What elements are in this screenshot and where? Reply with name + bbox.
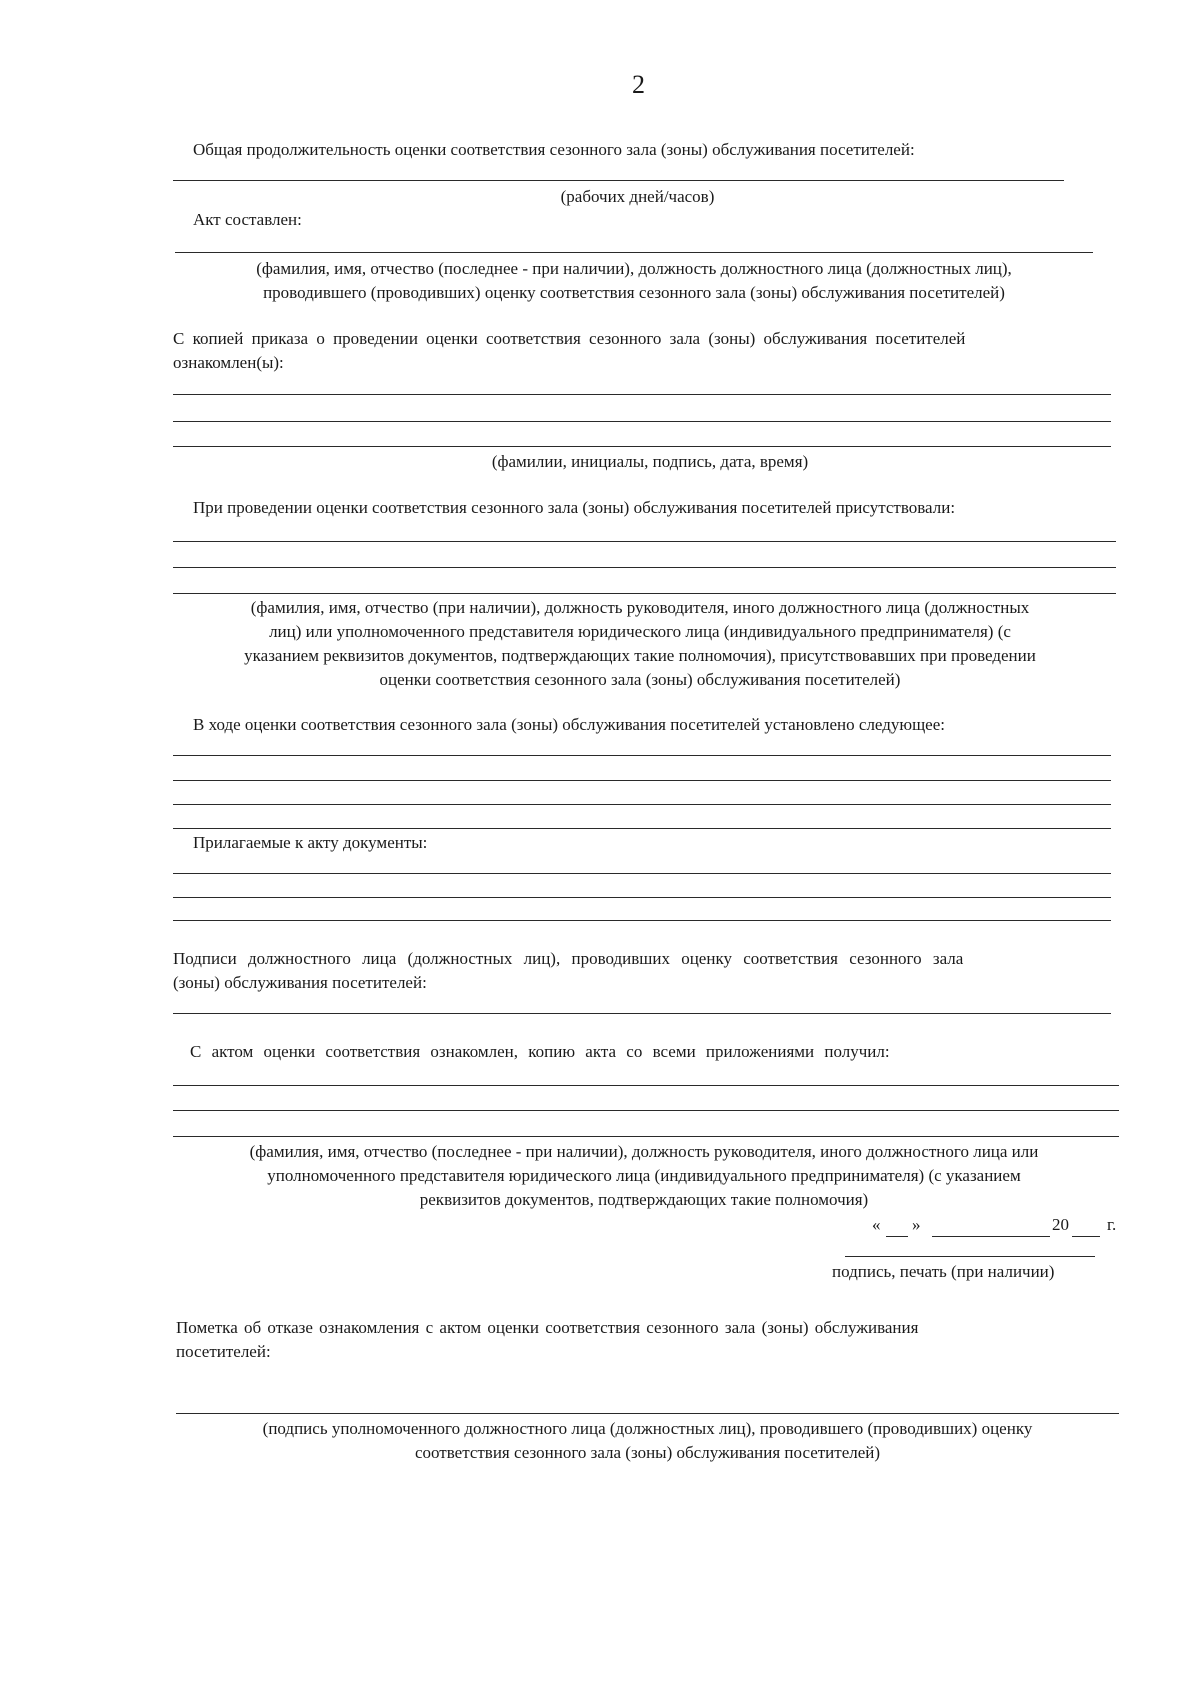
compiled-label: Акт составлен: <box>193 210 302 229</box>
present-field-line[interactable] <box>173 541 1116 542</box>
sign-seal-field-line[interactable] <box>845 1256 1095 1257</box>
refusal-field-line[interactable] <box>176 1413 1119 1414</box>
findings-field-line[interactable] <box>173 828 1111 829</box>
refusal-line2: посетителей: <box>176 1342 271 1361</box>
refusal-note-line2: соответствия сезонного зала (зоны) обслуживания посетителей) <box>414 1443 881 1462</box>
date-year-field[interactable] <box>1072 1236 1100 1237</box>
present-field-line[interactable] <box>173 593 1116 594</box>
present-note-line3: указанием реквизитов документов, подтверждающих такие полномочия), присутствовавших при проведении <box>244 646 1036 665</box>
attachments-field-line[interactable] <box>173 873 1111 874</box>
findings-label: В ходе оценки соответствия сезонного зала (зоны) обслуживания посетителей установлено следующее: <box>193 715 946 734</box>
date-year-prefix: 20 <box>1052 1215 1069 1234</box>
present-label: При проведении оценки соответствия сезонного зала (зоны) обслуживания посетителей присутствовали: <box>193 498 956 517</box>
acquainted-field-line[interactable] <box>173 1110 1119 1111</box>
compiled-field-line[interactable] <box>175 252 1093 253</box>
refusal-line1: Пометка об отказе ознакомления с актом оценки соответствия сезонного зала (зоны) обслуживания <box>176 1318 919 1337</box>
attachments-label: Прилагаемые к акту документы: <box>193 833 428 852</box>
findings-field-line[interactable] <box>173 780 1111 781</box>
signatures-line1: Подписи должностного лица (должностных лиц), проводивших оценку соответствия сезонного зала <box>173 949 964 968</box>
duration-unit-note: (рабочих дней/часов) <box>560 187 715 206</box>
acquainted-note-line1: (фамилия, имя, отчество (последнее - при наличии), должность руководителя, иного должностного лица или <box>249 1142 1039 1161</box>
compiled-note-line2: проводившего (проводивших) оценку соответствия сезонного зала (зоны) обслуживания посетителей) <box>263 283 1005 302</box>
date-month-field[interactable] <box>932 1236 1050 1237</box>
signatures-line2: (зоны) обслуживания посетителей: <box>173 973 427 992</box>
order-copy-field-line[interactable] <box>173 421 1111 422</box>
findings-field-line[interactable] <box>173 804 1111 805</box>
compiled-note-line1: (фамилия, имя, отчество (последнее - при наличии), должность должностного лица (должностных лиц), <box>256 259 1012 278</box>
present-field-line[interactable] <box>173 567 1116 568</box>
duration-label: Общая продолжительность оценки соответствия сезонного зала (зоны) обслуживания посетителей: <box>193 140 915 159</box>
acquainted-note-line2: уполномоченного представителя юридического лица (индивидуального предпринимателя) (с указанием <box>267 1166 1021 1185</box>
date-open-quote: « <box>872 1215 881 1234</box>
duration-field-line[interactable] <box>173 180 1064 181</box>
attachments-field-line[interactable] <box>173 897 1111 898</box>
present-note-line4: оценки соответствия сезонного зала (зоны) обслуживания посетителей) <box>379 670 901 689</box>
acquainted-field-line[interactable] <box>173 1136 1119 1137</box>
refusal-note-line1: (подпись уполномоченного должностного лица (должностных лиц), проводившего (проводивших) оценку <box>262 1419 1033 1438</box>
order-copy-field-line[interactable] <box>173 394 1111 395</box>
order-copy-line2: ознакомлен(ы): <box>173 353 284 372</box>
order-copy-note: (фамилии, инициалы, подпись, дата, время) <box>491 452 809 471</box>
signatures-field-line[interactable] <box>173 1013 1111 1014</box>
page-number: 2 <box>632 70 645 99</box>
present-note-line1: (фамилия, имя, отчество (при наличии), должность руководителя, иного должностного лица (должностных <box>250 598 1030 617</box>
date-day-field[interactable] <box>886 1236 908 1237</box>
order-copy-field-line[interactable] <box>173 446 1111 447</box>
order-copy-line1: С копией приказа о проведении оценки соответствия сезонного зала (зоны) обслуживания посетителей <box>173 329 966 348</box>
acquainted-label: С актом оценки соответствия ознакомлен, копию акта со всеми приложениями получил: <box>190 1042 890 1061</box>
date-close-quote: » <box>912 1215 921 1234</box>
findings-field-line[interactable] <box>173 755 1111 756</box>
date-year-suffix: г. <box>1107 1215 1117 1234</box>
present-note-line2: лиц) или уполномоченного представителя юридического лица (индивидуального предпринимателя) (с <box>269 622 1011 641</box>
acquainted-field-line[interactable] <box>173 1085 1119 1086</box>
sign-seal-note: подпись, печать (при наличии) <box>832 1262 1055 1281</box>
attachments-field-line[interactable] <box>173 920 1111 921</box>
acquainted-note-line3: реквизитов документов, подтверждающих такие полномочия) <box>419 1190 869 1209</box>
